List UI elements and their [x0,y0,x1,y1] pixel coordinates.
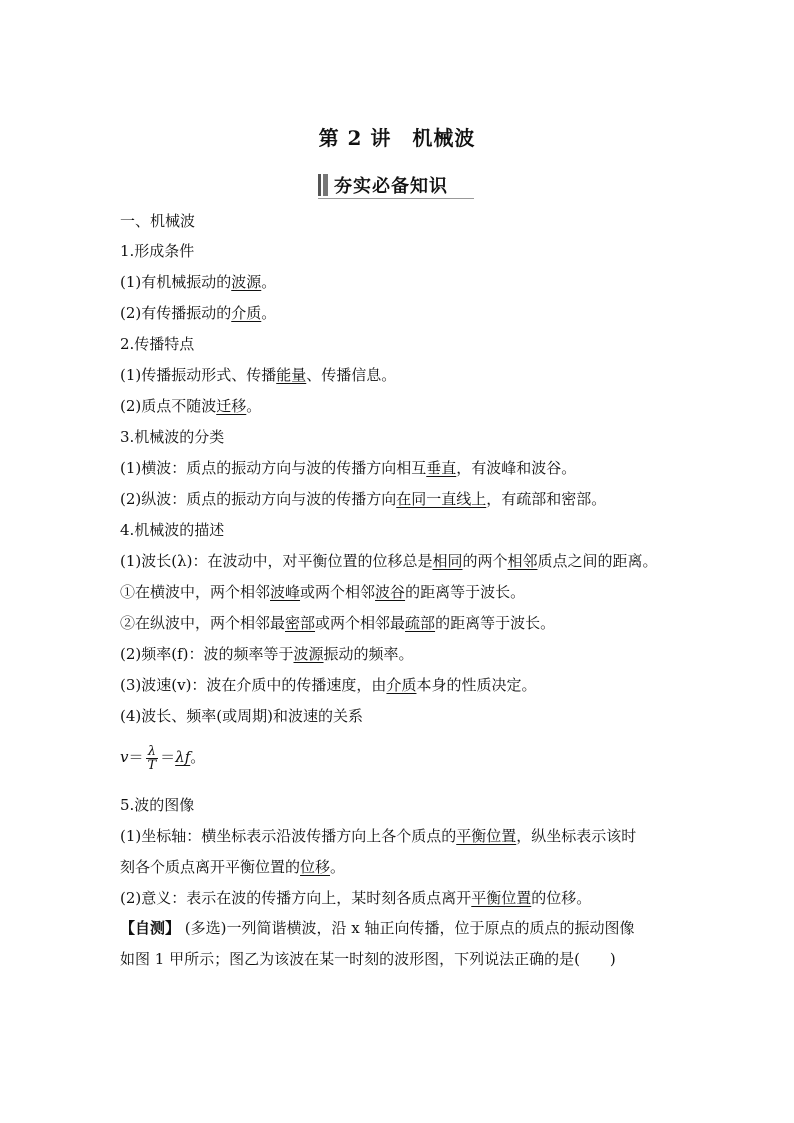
text: ②在纵波中，两个相邻最 [120,614,286,632]
text: 。 [261,304,277,322]
self-test-label: 【自测】 [120,919,181,937]
text-line [120,272,276,292]
answer-blank: 相同 [432,552,463,570]
text: (1)横波：质点的振动方向与波的传播方向相互 [120,459,427,477]
answer-blank: 在同一直线上 [396,490,487,508]
section-heading: 一、机械波 [120,212,196,230]
answer-blank: 波峰 [270,583,301,601]
text-line [120,644,414,664]
text: (多选)一列简谐横波，沿 x 轴正向传播，位于原点的质点的振动图像 [180,919,635,937]
text-line [120,303,276,323]
text-line [120,551,658,571]
text: 质点之间的距离。 [537,552,658,570]
answer-blank: 位移 [300,858,331,876]
text-line [120,489,606,509]
answer-blank: λf [175,748,191,766]
text: 的距离等于波长。 [405,583,526,601]
text: (2)质点不随波 [120,397,217,415]
text-line [120,857,345,877]
text: 的位移。 [531,889,592,907]
text: 、传播信息。 [306,366,397,384]
section-banner [318,172,474,199]
banner-bar-icon [318,174,328,196]
text: (2)意义：表示在波的传播方向上，某时刻各质点离开 [120,889,472,907]
answer-blank: 介质 [386,676,417,694]
text: (2)纵波：质点的振动方向与波的传播方向 [120,490,397,508]
subsection-heading: 4.机械波的描述 [120,521,225,539]
text: 的两个 [462,552,508,570]
text: 。 [190,748,206,766]
fraction-denominator: T [147,757,157,773]
subsection-heading: 1.形成条件 [120,242,195,260]
text: 。 [261,273,277,291]
text-line: (4)波长、频率(或周期)和波速的关系 [120,707,363,725]
answer-blank: 密部 [285,614,316,632]
text: ，有波峰和波谷。 [456,459,577,477]
text: ，有疏部和密部。 [486,490,607,508]
fraction-numerator: λ [146,745,159,759]
formula-fraction [146,745,159,772]
text: (1)传播振动形式、传播 [120,366,277,384]
answer-blank: 疏部 [405,614,436,632]
text: (2)频率(f)：波的频率等于 [120,645,294,663]
answer-blank: 平衡位置 [471,889,532,907]
text: 。 [246,397,262,415]
text: 的距离等于波长。 [435,614,556,632]
text: 振动的频率。 [323,645,414,663]
answer-blank: 垂直 [426,459,457,477]
answer-blank: 迁移 [216,397,247,415]
text: (2)有传播振动的 [120,304,232,322]
text-line [120,675,536,695]
self-test-line [120,918,635,938]
text: 本身的性质决定。 [416,676,537,694]
text-line [120,582,525,602]
subsection-heading: 5.波的图像 [120,796,195,814]
page-title: 第 2 讲 机械波 [318,126,476,150]
answer-blank: 波谷 [375,583,406,601]
text: 刻各个质点离开平衡位置的 [120,858,301,876]
answer-blank: 能量 [276,366,307,384]
text-line [120,826,636,846]
text: 或两个相邻最 [315,614,406,632]
text-line [120,613,555,633]
formula-eq: ＝ [160,748,176,766]
text: 。 [330,858,346,876]
banner-text: 夯实必备知识 [334,176,448,197]
text: ，纵坐标表示该时 [516,827,637,845]
formula-eq: ＝ [128,748,144,766]
answer-blank: 介质 [231,304,262,322]
text: (3)波速(v)：波在介质中的传播速度，由 [120,676,387,694]
formula-var: v [120,748,129,766]
text: (1)坐标轴：横坐标表示沿波传播方向上各个质点的 [120,827,457,845]
text-line [120,888,591,908]
text: (1)有机械振动的 [120,273,232,291]
text: (1)波长(λ)：在波动中，对平衡位置的位移总是 [120,552,433,570]
answer-blank: 波源 [293,645,324,663]
answer-blank: 相邻 [507,552,538,570]
self-test-line: 如图 1 甲所示；图乙为该波在某一时刻的波形图，下列说法正确的是( ) [120,950,616,968]
answer-blank: 平衡位置 [456,827,517,845]
formula [120,742,205,772]
text-line [120,458,576,478]
subsection-heading: 2.传播特点 [120,335,195,353]
text: ①在横波中，两个相邻 [120,583,271,601]
text-line [120,396,261,416]
text: 或两个相邻 [300,583,376,601]
text-line [120,365,396,385]
subsection-heading: 3.机械波的分类 [120,428,225,446]
answer-blank: 波源 [231,273,262,291]
